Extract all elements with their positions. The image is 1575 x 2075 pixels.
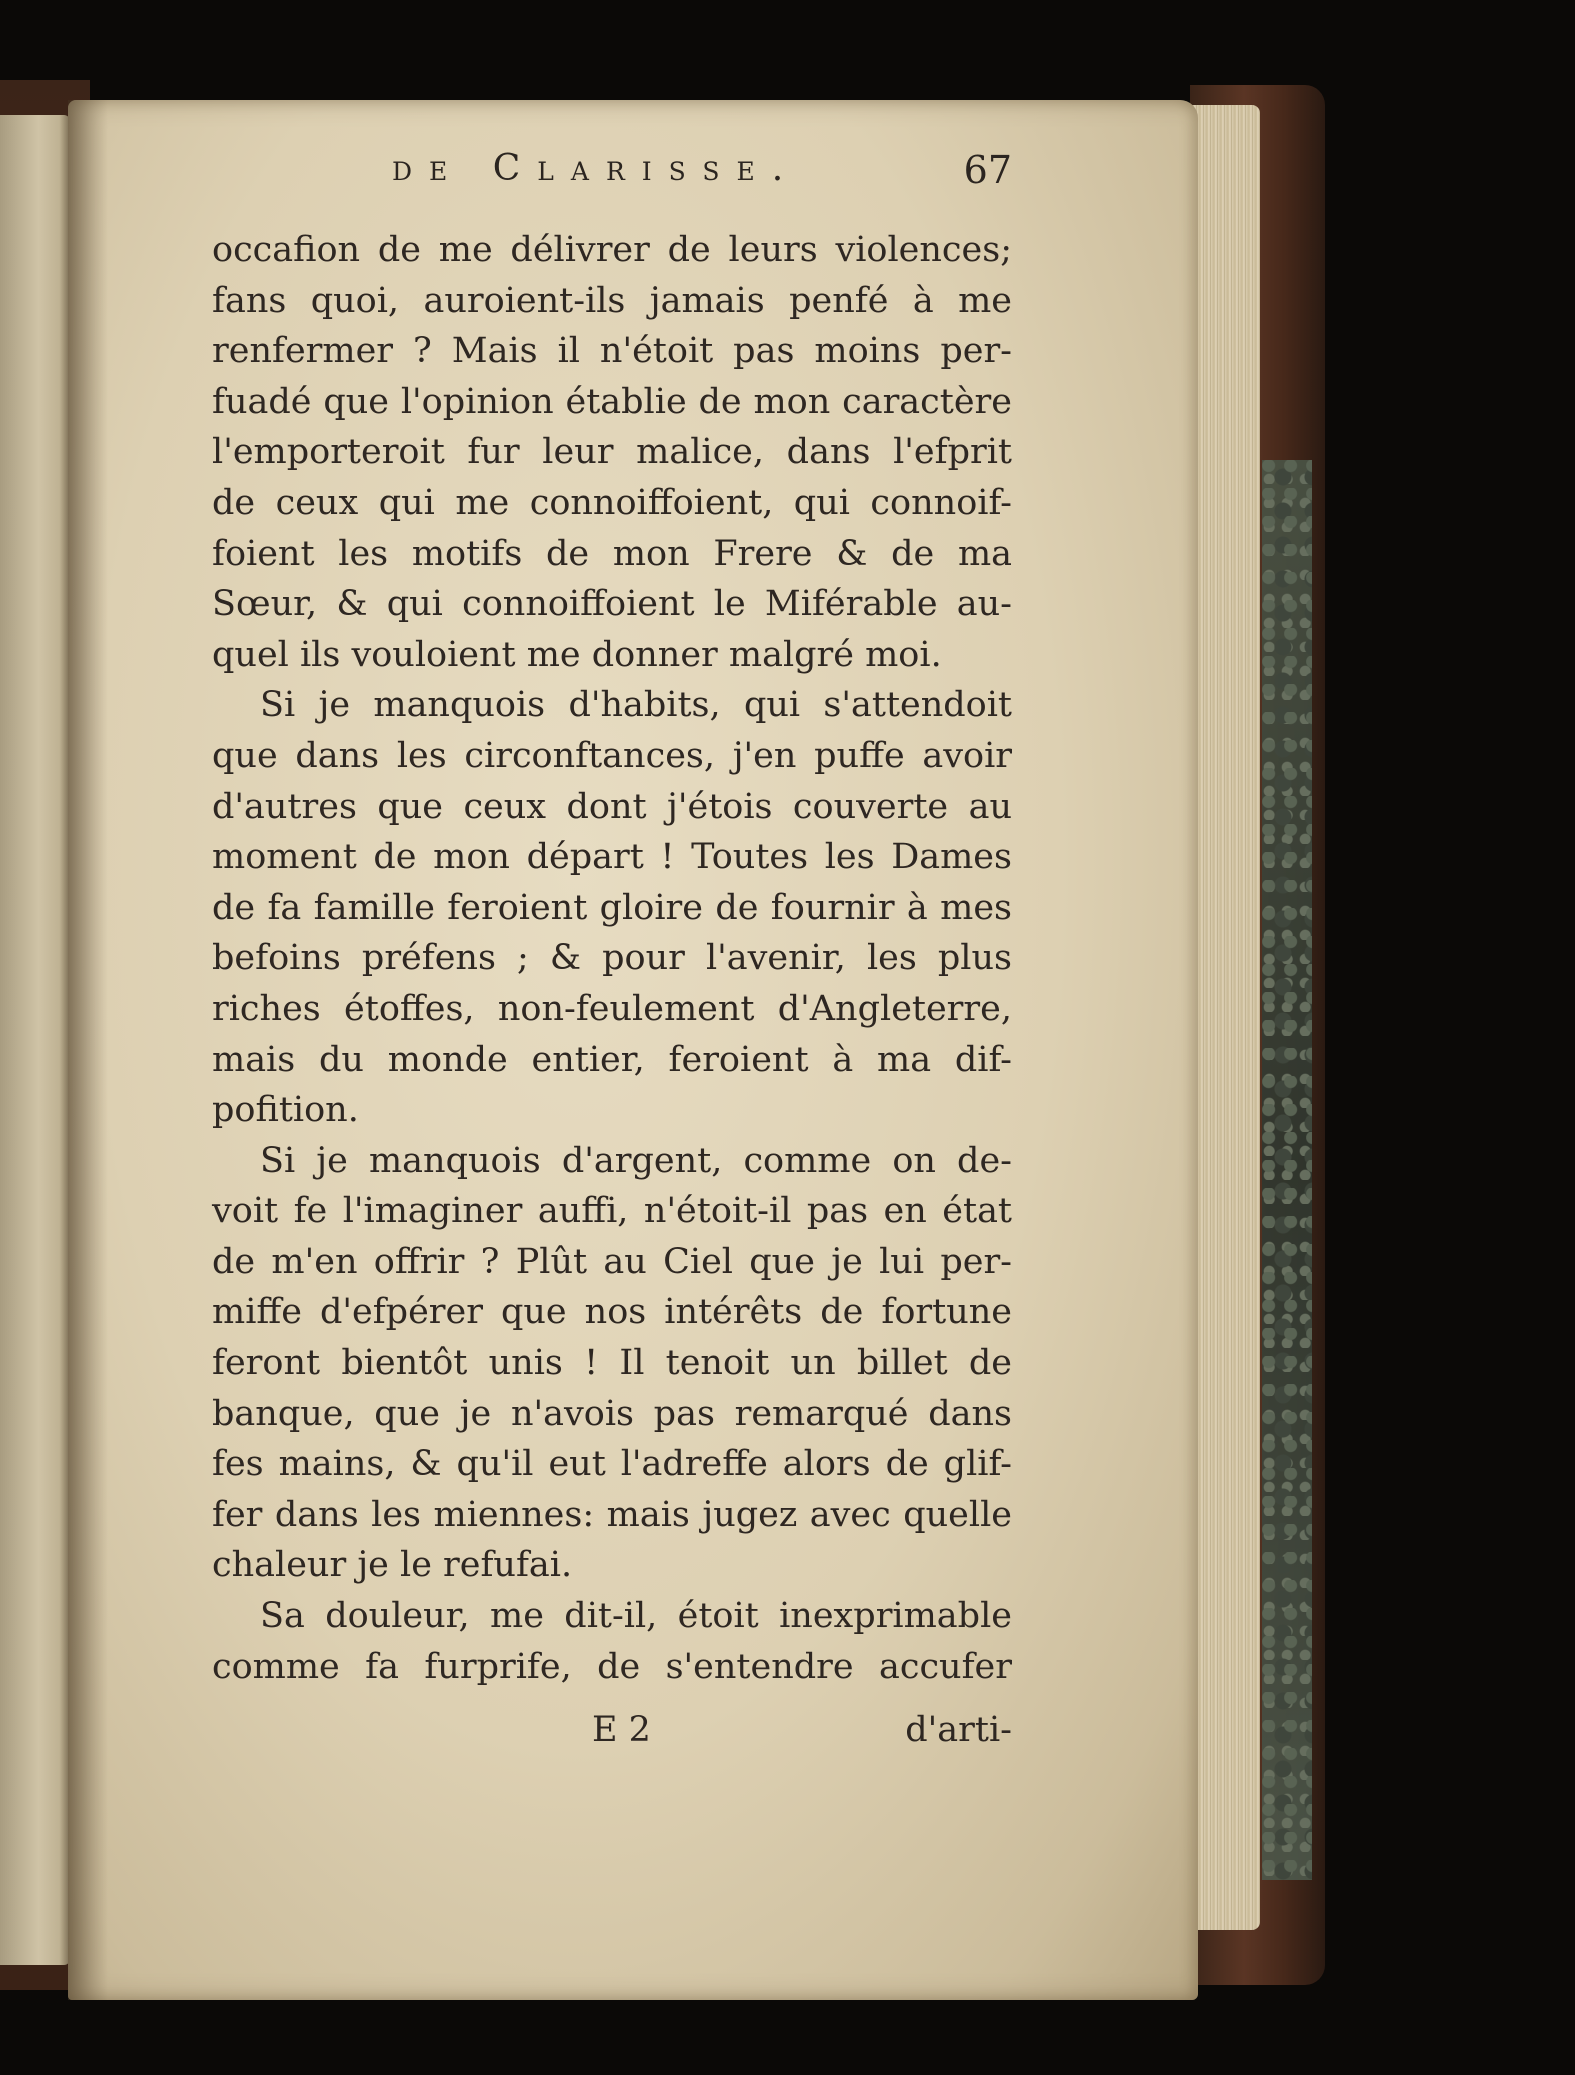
page-block-edges (1190, 105, 1260, 1930)
gutter-shadow (68, 100, 108, 2000)
text-line: mais du monde entier, feroient à ma dif- (212, 1039, 1012, 1080)
text-line: d'autres que ceux dont j'étois couverte au (212, 786, 1012, 827)
text-line: feront bientôt unis ! Il tenoit un billet de (212, 1343, 1012, 1384)
text-line: occafion de me délivrer de leurs violences; (212, 230, 1012, 270)
text-line: chaleur je le refufai. (212, 1545, 573, 1586)
body-text (212, 225, 1012, 1692)
text-line: renfermer ? Mais il n'étoit pas moins per- (212, 331, 1012, 372)
text-line: fuadé que l'opinion établie de mon caractère (212, 381, 1012, 422)
marbled-board (1262, 460, 1312, 1880)
text-line: de ceux qui me connoiffoient, qui connoif- (212, 482, 1012, 523)
page-number: 67 (963, 148, 1012, 192)
text-line: l'emporteroit fur leur malice, dans l'efprit (212, 432, 1012, 473)
text-line: voit fe l'imaginer auffi, n'étoit-il pas en état (212, 1191, 1012, 1232)
signature-mark: E 2 (592, 1710, 651, 1750)
running-head (212, 148, 1012, 208)
catchword: d'arti- (905, 1710, 1012, 1750)
text-line: quel ils vouloient me donner malgré moi. (212, 634, 942, 675)
text-line: foient les motifs de mon Frere & de ma (212, 533, 1012, 574)
paragraph-start-line: Si je manquois d'habits, qui s'attendoit (260, 685, 1012, 726)
page-footer (212, 1710, 1012, 1760)
text-line: de fa famille feroient gloire de fournir à mes (212, 887, 1012, 928)
facing-page-edge (0, 115, 70, 1965)
text-line: befoins préfens ; & pour l'avenir, les plus (212, 938, 1012, 979)
text-line: pofition. (212, 1090, 359, 1131)
text-line: fans quoi, auroient-ils jamais penfé à me (212, 280, 1012, 321)
text-line: banque, que je n'avois pas remarqué dans (212, 1393, 1012, 1434)
paragraph-start-line: Sa douleur, me dit-il, étoit inexprimable (260, 1596, 1012, 1637)
text-line: comme fa furprife, de s'entendre accufer (212, 1646, 1012, 1687)
text-line: fer dans les miennes: mais jugez avec quelle (212, 1494, 1012, 1535)
paragraph-start-line: Si je manquois d'argent, comme on de- (260, 1140, 1012, 1181)
text-line: riches étoffes, non-feulement d'Angleterre, (212, 988, 1012, 1029)
text-line: de m'en offrir ? Plût au Ciel que je lui per- (212, 1241, 1012, 1282)
running-title: de Clarisse. (392, 148, 801, 189)
text-line: que dans les circonftances, j'en puffe avoir (212, 735, 1012, 776)
text-line: Sœur, & qui connoiffoient le Miférable au- (212, 584, 1012, 625)
text-line: fes mains, & qu'il eut l'adreffe alors de glif- (212, 1444, 1012, 1485)
text-line: miffe d'efpérer que nos intérêts de fortune (212, 1292, 1012, 1333)
text-line: moment de mon départ ! Toutes les Dames (212, 837, 1012, 878)
